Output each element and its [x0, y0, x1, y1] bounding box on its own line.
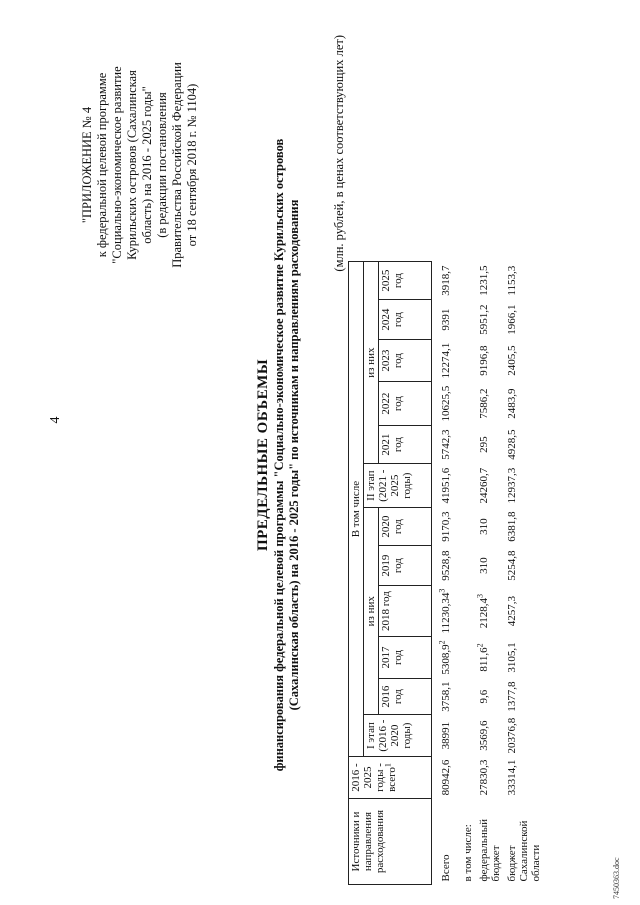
- cell: 310: [478, 557, 490, 574]
- cell: 38991: [440, 721, 452, 750]
- cell-empty: [460, 262, 476, 799]
- cell: 12937,3: [506, 467, 518, 504]
- row-label: Всего: [440, 854, 452, 882]
- cell: 5951,2: [478, 304, 490, 335]
- cell: 80942,6: [440, 759, 452, 796]
- appendix-line: к федеральной целевой программе: [95, 72, 109, 258]
- cell: 41951,6: [440, 467, 452, 504]
- header-total: 2016 - 2025 годы - всего$^1$: [349, 757, 432, 799]
- cell: 4928,5: [506, 429, 518, 460]
- header-of-them-1: из них: [364, 508, 379, 715]
- table-row-total: [432, 262, 461, 885]
- cell: 310: [478, 518, 490, 535]
- cell: 12274,1: [440, 342, 452, 379]
- cell: 6381,8: [506, 511, 518, 542]
- header-year: 2020 год: [379, 508, 432, 546]
- cell: 33314,1: [506, 759, 518, 796]
- cell: 10625,5: [440, 385, 452, 422]
- cell: 2405,5: [506, 345, 518, 376]
- header-of-them-2: из них: [364, 262, 379, 464]
- page-number: 4: [48, 416, 63, 424]
- cell: 1153,3: [506, 265, 518, 296]
- cell: 11230,34$^3$: [437, 588, 452, 634]
- header-stage-1: I этап (2016 - 2020 годы): [364, 715, 432, 757]
- cell: 20376,8: [506, 717, 518, 754]
- financing-table: [348, 261, 544, 885]
- appendix-line: "Социально-экономическое развитие: [110, 66, 124, 264]
- cell: 2483,9: [506, 388, 518, 419]
- table-row-federal: [476, 262, 504, 885]
- cell: 5254,8: [506, 550, 518, 581]
- table-row-regional: [504, 262, 544, 885]
- appendix-block: [80, 5, 200, 325]
- cell: 9170,3: [440, 511, 452, 542]
- header-year: 2025 год: [379, 262, 432, 300]
- header-source: Источники и направления расходования: [349, 799, 432, 885]
- cell: 2128,4$^3$: [475, 593, 490, 629]
- cell: 27830,3: [478, 759, 490, 796]
- header-stage-2: II этап (2021 - 2025 годы): [364, 464, 432, 508]
- cell: 9,6: [478, 689, 490, 704]
- title-block: [255, 45, 302, 865]
- cell: 811,6$^2$: [475, 643, 490, 672]
- cell: 24260,7: [478, 467, 490, 504]
- header-year: 2018 год: [379, 586, 432, 637]
- header-year: 2017 год: [379, 637, 432, 679]
- cell: 3918,7: [440, 265, 452, 296]
- row-label: федеральный бюджет: [478, 819, 502, 882]
- appendix-line: область) на 2016 - 2025 годы": [140, 86, 154, 244]
- cell: 3569,6: [478, 720, 490, 751]
- document-subtitle-line-2: (Сахалинская область) на 2016 - 2025 годы" по источникам и направлениям расходования: [287, 199, 301, 711]
- cell: 9196,8: [478, 345, 490, 376]
- cell: 4257,3: [506, 595, 518, 627]
- cell: 5742,3: [440, 429, 452, 460]
- appendix-line: Курильских островов (Сахалинская: [125, 70, 139, 260]
- header-in-that: В том числе: [349, 262, 364, 757]
- financing-table-wrap: [348, 261, 544, 885]
- cell: 5308,9$^2$: [437, 640, 452, 675]
- header-year: 2016 год: [379, 679, 432, 715]
- header-year: 2024 год: [379, 300, 432, 340]
- cell: 9391: [440, 308, 452, 331]
- header-year: 2022 год: [379, 382, 432, 426]
- appendix-line: от 18 сентября 2018 г. № 1104): [185, 83, 199, 247]
- header-year: 2019 год: [379, 546, 432, 586]
- cell: 9528,8: [440, 550, 452, 581]
- units-note: (млн. рублей, в ценах соответствующих лет): [332, 35, 346, 272]
- appendix-line: (в редакции постановления: [155, 92, 169, 238]
- appendix-line: Правительства Российской Федерации: [170, 62, 184, 268]
- document-title: ПРЕДЕЛЬНЫЕ ОБЪЕМЫ: [255, 358, 271, 552]
- cell: 1231,5: [478, 265, 490, 296]
- row-label: в том числе:: [462, 824, 474, 882]
- table-row-incl: [460, 262, 476, 885]
- cell: 1377,8: [506, 681, 518, 712]
- cell: 1966,1: [506, 304, 518, 335]
- cell: 3105,1: [506, 642, 518, 673]
- cell: 295: [478, 436, 490, 453]
- cell: 3758,1: [440, 681, 452, 712]
- appendix-line: "ПРИЛОЖЕНИЕ № 4: [80, 106, 94, 224]
- row-label: бюджет Сахалинской области: [506, 820, 542, 882]
- header-year: 2023 год: [379, 340, 432, 382]
- cell: 7586,2: [478, 388, 490, 419]
- header-year: 2021 год: [379, 426, 432, 464]
- document-code: 7450363.doc: [612, 857, 621, 899]
- document-subtitle-line-1: финансирования федеральной целевой программы "Социально-экономическое развитие Курильских островов: [272, 138, 286, 772]
